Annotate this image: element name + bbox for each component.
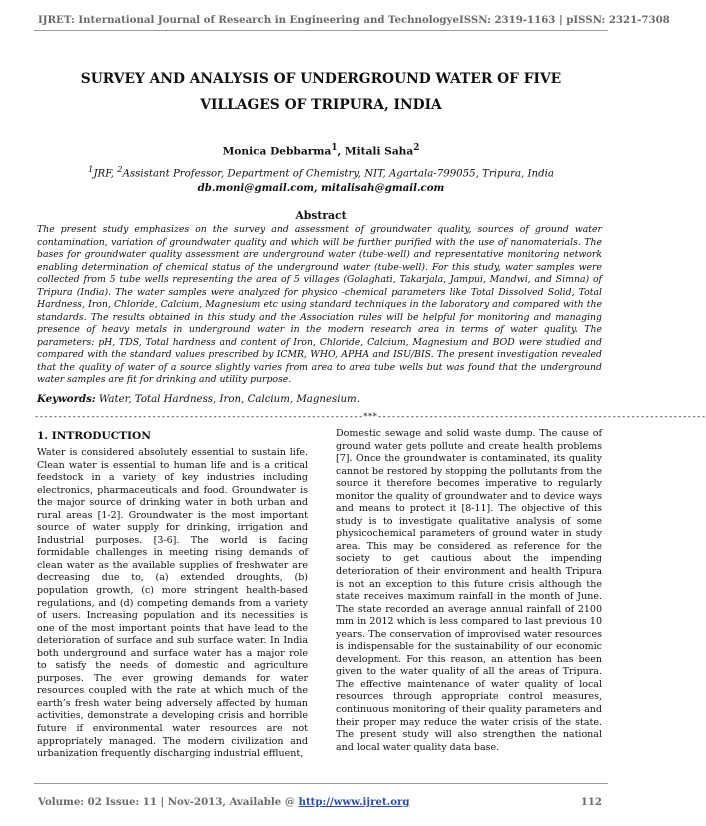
issn-info: eISSN: 2319-1163 | pISSN: 2321-7308 xyxy=(452,14,670,26)
author-1: Monica Debbarma xyxy=(222,145,332,158)
author-list xyxy=(34,143,608,158)
paper-title xyxy=(34,66,608,118)
affiliation-mark-2: 2 xyxy=(117,165,123,175)
intro-paragraph-right: Domestic sewage and solid waste dump. The cause of ground water gets pollute and create health problems [7]. Once the groundwater is contaminated, its quality cannot be restored by stopping the pollutants from the source it therefore becomes imperative to regularly monitor the quality of groundwater and to device ways and means to protect it [8-11]. The objective of this study is to investigate qualitative analysis of some physicochemical parameters of ground water in study area. This may be considered as reference for the society to get cautious about the impending deterioration of their environment and health Tripura is not an exception to this future crisis although the state receives maximum rainfall in the month of June. The state recorded an average annual rainfall of 2100 mm in 2012 which is less compared to last previous 10 years. The conservation of improvised water resources is indispensable for the sustainability of our economic development. For this reason, an attention has been given to the water quality of all the areas of Tripura. The effective maintenance of water quality of local resources through appropriate control measures, continuous monitoring of their quality parameters and their proper may reduce the water crisis of the state. The present study will also strengthen the national and local water quality data base. xyxy=(336,428,602,753)
footer-rule xyxy=(34,783,608,784)
running-header xyxy=(38,14,670,26)
keywords-label: Keywords: xyxy=(37,393,96,405)
keywords-line xyxy=(37,393,602,405)
author-separator: , xyxy=(337,145,345,158)
abstract-heading: Abstract xyxy=(295,209,347,222)
affiliation-block xyxy=(34,163,608,195)
affiliation-role-2: Assistant Professor, Department of Chemistry, NIT, Agartala-799055, Tripura, India xyxy=(122,168,554,180)
keywords-text: Water, Total Hardness, Iron, Calcium, Magnesium. xyxy=(95,394,360,405)
footer-volume xyxy=(38,796,409,808)
author-emails: db.moni@gmail.com, mitalisah@gmail.com xyxy=(197,182,445,195)
journal-link[interactable]: http://www.ijret.org xyxy=(298,796,410,808)
page-number: 112 xyxy=(580,796,602,808)
affiliation-line xyxy=(34,163,608,181)
affiliation-role-1: JRF, xyxy=(93,168,118,180)
running-footer xyxy=(38,796,602,808)
title-line-2: VILLAGES OF TRIPURA, INDIA xyxy=(200,97,442,113)
section-heading: 1. INTRODUCTION xyxy=(37,430,151,442)
footer-volume-text: Volume: 02 Issue: 11 | Nov-2013, Available @ xyxy=(38,796,299,808)
author-2-mark: 2 xyxy=(413,143,420,153)
intro-paragraph-left: Water is considered absolutely essential to sustain life. Clean water is essential to human life and is a critical feedstock in a variety of key industries including electronics, pharmaceuticals and food. Groundwater is the major source of drinking water in both urban and rural areas [1-2]. Groundwater is the most important source of water supply for drinking, irrigation and Industrial purposes. [3-6]. The world is facing formidable challenges in meeting rising demands of clean water as the available supplies of freshwater are decreasing due to, (a) extended droughts, (b) population growth, (c) more stringent health-based regulations, and (d) competing demands from a variety of users. Increasing population and its necessities is one of the most important points that have lead to the deterioration of surface and sub surface water. In India both underground and surface water has a major role to satisfy the needs of domestic and agriculture purposes. The ever growing demands for water resources coupled with the rate at which much of the earth’s fresh water being adversely affected by human activities, demonstrate a developing crisis and horrible future if environmental water resources are not appropriately managed. The modern civilization and urbanization frequently discharging industrial effluent, xyxy=(37,447,308,760)
author-1-mark: 1 xyxy=(331,143,338,153)
right-column xyxy=(336,428,602,754)
affiliation-mark-1: 1 xyxy=(88,165,94,175)
abstract-text: The present study emphasizes on the survey and assessment of groundwater quality, sources of ground water contamination, variation of groundwater quality and which will be further purified with the use of nanomaterials. The bases for groundwater quality assessment are underground water (tube-well) and representative monitoring network enabling determination of chemical status of the underground water (tube-well). For this study, water samples were collected from 5 tube wells representing the area of 5 villages (Golaghati, Takarjala, Jampui, Mandwi, and Simna) of Tripura (India). The water samples were analyzed for physico -chemical parameters like Total Dissolved Solid, Total Hardness, Iron, Chloride, Calcium, Magnesium etc using standard techniques in the laboratory and compared with the standards. The results obtained in this study and the Association rules will be helpful for monitoring and managing presence of heavy metals in underground water in the modern research area in terms of water quality. The parameters: pH, TDS, Total hardness and content of Iron, Chloride, Calcium, Magnesium and BOD were studied and compared with the standard values prescribed by ICMR, WHO, APHA and ISU/BIS. The present investigation revealed that the quality of water of a source slightly varies from area to area tube wells but was found that the underground water samples are fit for drinking and utility purpose. xyxy=(37,224,602,385)
section-separator: ----------------------------------------------------------------------***---------------------------------------------------------------------- xyxy=(34,412,706,422)
journal-name: IJRET: International Journal of Research in Engineering and Technology xyxy=(38,14,453,26)
header-rule xyxy=(34,30,608,31)
title-line-1: SURVEY AND ANALYSIS OF UNDERGROUND WATER OF FIVE xyxy=(80,71,562,87)
author-2: Mitali Saha xyxy=(344,145,414,158)
left-column xyxy=(37,430,308,761)
